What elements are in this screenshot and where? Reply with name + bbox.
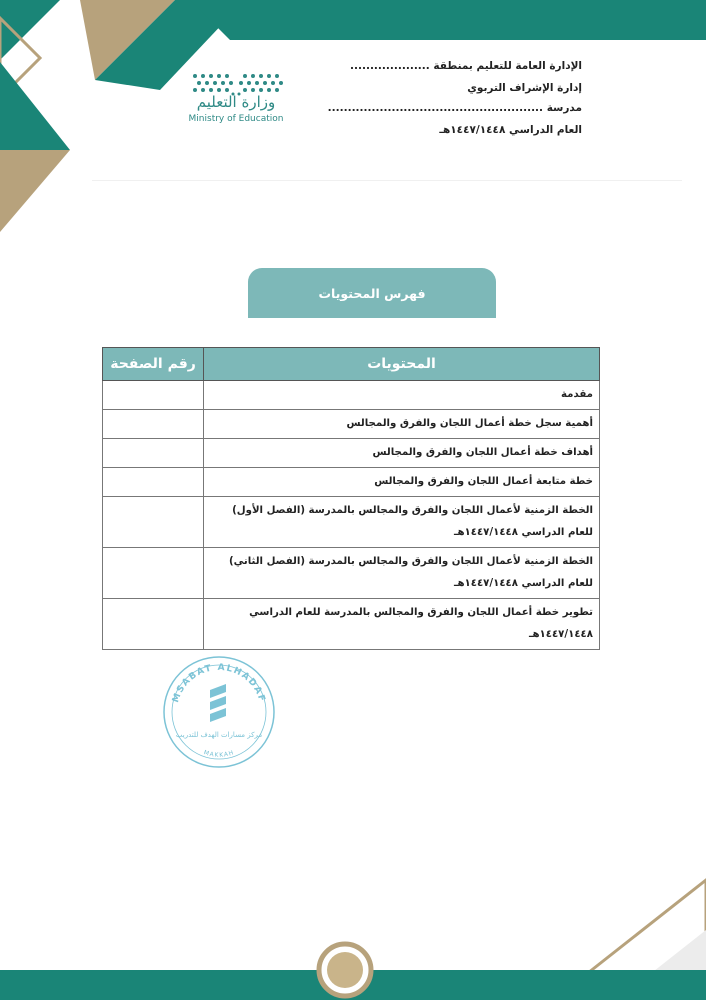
stamp-bottom-text: MAKKAH bbox=[202, 749, 236, 759]
divider bbox=[92, 180, 682, 181]
ministry-name-arabic: وزارة التعليم bbox=[196, 93, 276, 111]
row-page bbox=[103, 468, 204, 497]
row-page bbox=[103, 599, 204, 650]
header-school: مدرسة ...................................................... bbox=[327, 102, 582, 114]
contents-table bbox=[102, 347, 600, 650]
row-page bbox=[103, 439, 204, 468]
table-row bbox=[103, 548, 600, 599]
header-box bbox=[327, 50, 670, 146]
table-row bbox=[103, 410, 600, 439]
row-contents: تطوير خطة أعمال اللجان والفرق والمجالس بالمدرسة للعام الدراسي ١٤٤٧/١٤٤٨هـ bbox=[204, 599, 600, 650]
header-region: الإدارة العامة للتعليم بمنطقة .................... bbox=[350, 60, 582, 72]
row-page bbox=[103, 548, 204, 599]
stamp-top-text: MSABAT ALHADAF bbox=[171, 662, 267, 704]
row-page bbox=[103, 497, 204, 548]
page-title: فهرس المحتويات bbox=[248, 268, 496, 318]
row-contents: خطة متابعة أعمال اللجان والفرق والمجالس bbox=[204, 468, 600, 497]
table-row bbox=[103, 497, 600, 548]
row-contents: أهمية سجل خطة أعمال اللجان والفرق والمجالس bbox=[204, 410, 600, 439]
row-page bbox=[103, 410, 204, 439]
column-header-contents: المحتويات bbox=[204, 348, 600, 381]
table-row bbox=[103, 599, 600, 650]
row-contents: الخطة الزمنية لأعمال اللجان والفرق والمجالس بالمدرسة (الفصل الثاني) للعام الدراسي ١٤٤٧/١٤٤٨هـ bbox=[204, 548, 600, 599]
table-row bbox=[103, 468, 600, 497]
row-contents: مقدمة bbox=[204, 381, 600, 410]
table-row bbox=[103, 381, 600, 410]
row-page bbox=[103, 381, 204, 410]
stamp-icon bbox=[160, 650, 278, 774]
row-contents: الخطة الزمنية لأعمال اللجان والفرق والمجالس بالمدرسة (الفصل الأول) للعام الدراسي ١٤٤٧/١٤٤٨هـ bbox=[204, 497, 600, 548]
ministry-name-english: Ministry of Education bbox=[188, 114, 284, 124]
stamp-middle-text: مركز مسارات الهدف للتدريب bbox=[175, 731, 263, 739]
table-row bbox=[103, 439, 600, 468]
header-year: العام الدراسي ١٤٤٧/١٤٤٨هـ bbox=[439, 124, 582, 136]
header-department: إدارة الإشراف التربوي bbox=[467, 82, 582, 94]
row-contents: أهداف خطة أعمال اللجان والفرق والمجالس bbox=[204, 439, 600, 468]
column-header-page: رقم الصفحة bbox=[103, 348, 204, 381]
